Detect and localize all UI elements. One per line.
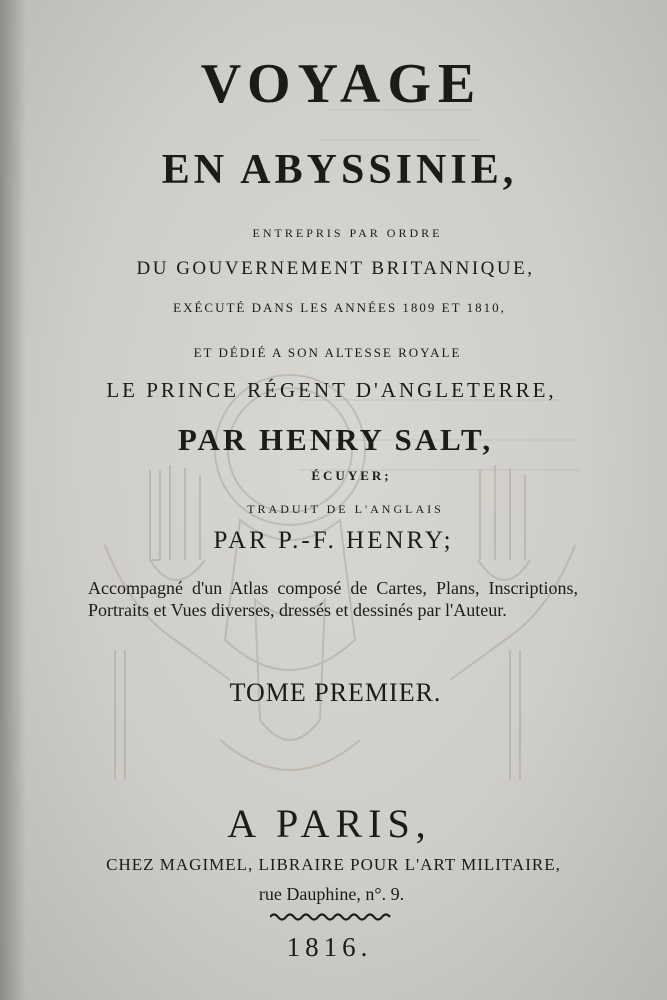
- translation-note: TRADUIT DE L'ANGLAIS: [247, 502, 444, 516]
- wavy-rule-ornament: [270, 912, 394, 922]
- subtitle-line-5: LE PRINCE RÉGENT D'ANGLETERRE,: [106, 378, 557, 402]
- subtitle-line-1: ENTREPRIS PAR ORDRE: [252, 226, 443, 240]
- translator-line: PAR P.-F. HENRY;: [213, 527, 454, 554]
- publisher-address: rue Dauphine, n°. 9.: [258, 884, 405, 904]
- author-title: ÉCUYER;: [311, 468, 392, 483]
- publisher-line: CHEZ MAGIMEL, LIBRAIRE POUR L'ART MILITAIRE,: [106, 855, 561, 874]
- book-title-line-2: EN ABYSSINIE,: [161, 147, 518, 193]
- atlas-description: Accompagné d'un Atlas composé de Cartes, Plans, Inscriptions, Portraits et Vues diverses, dressés et dessinés par l'Auteur.: [88, 578, 578, 620]
- author-line: PAR HENRY SALT,: [177, 422, 494, 457]
- subtitle-line-4: ET DÉDIÉ A SON ALTESSE ROYALE: [193, 345, 462, 360]
- volume-label: TOME PREMIER.: [229, 678, 442, 707]
- subtitle-line-3: EXÉCUTÉ DANS LES ANNÉES 1809 ET 1810,: [173, 300, 506, 315]
- subtitle-line-2: DU GOUVERNEMENT BRITANNIQUE,: [136, 258, 535, 279]
- book-title-line-1: VOYAGE: [200, 53, 483, 115]
- publication-year: 1816.: [286, 932, 373, 962]
- imprint-city: A PARIS,: [227, 801, 432, 846]
